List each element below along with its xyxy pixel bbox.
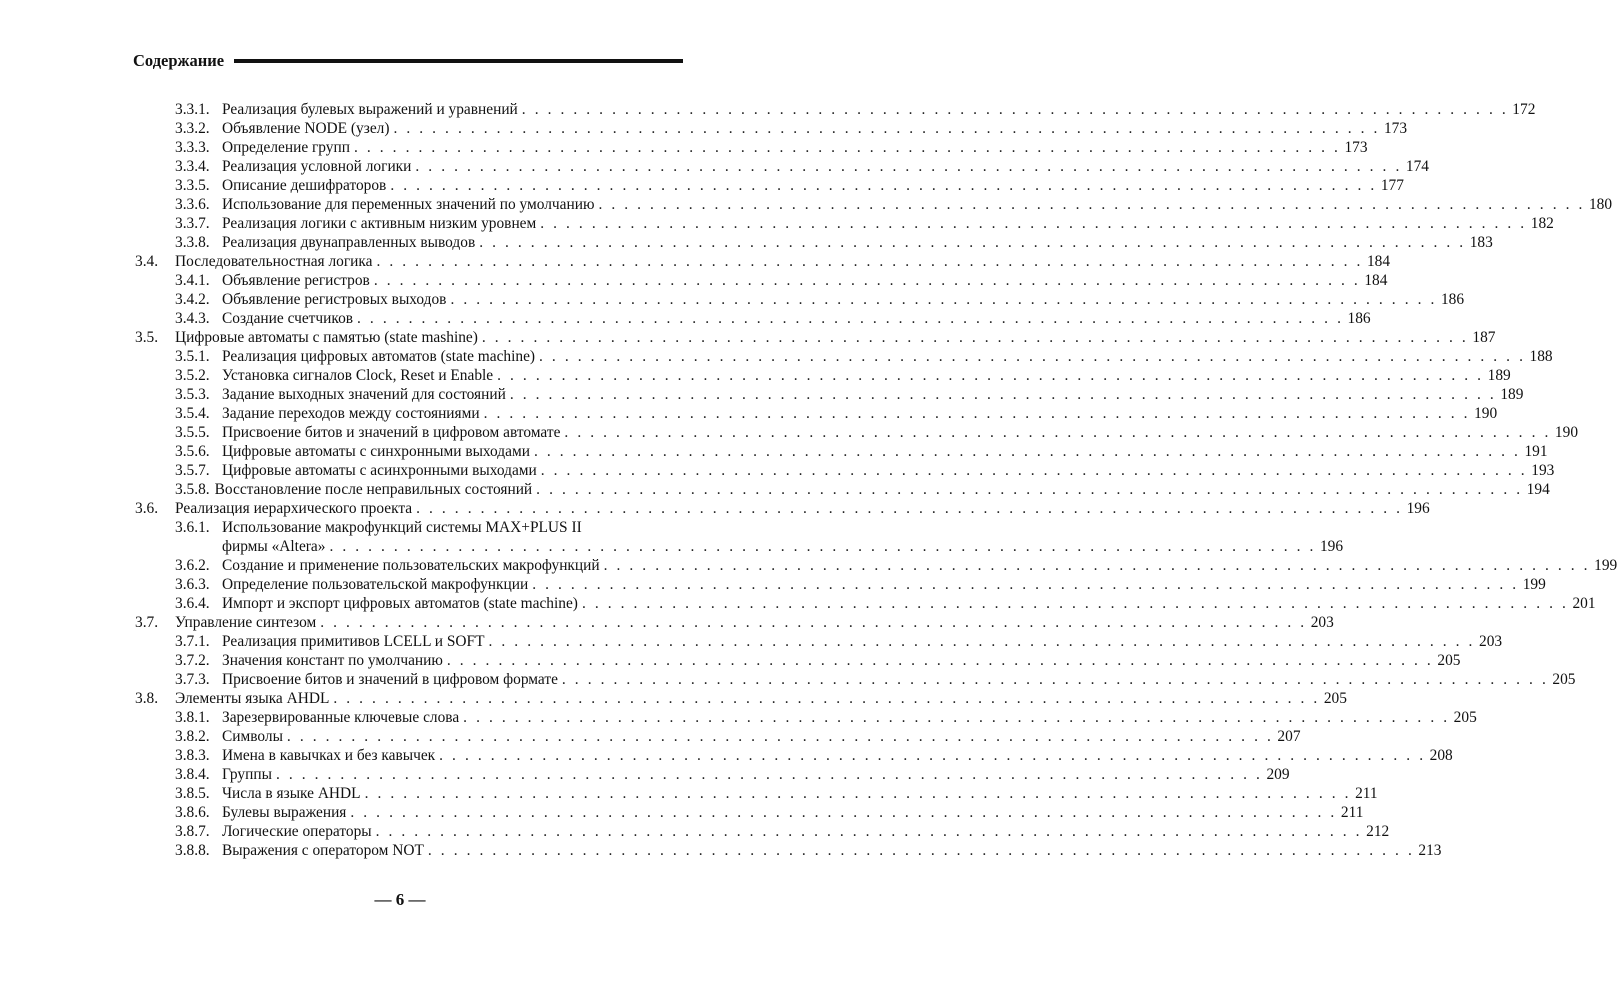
toc-title: Описание дешифраторов [222,177,387,194]
toc-number: 3.3.2. [175,120,210,137]
dot-leader: . . . . . . . . . . . . . . . . . . . . . . . . . . . . . . . . . . . . . . . . . . . . . . . . . . . . . . . . . . . . . . . . . . . . . . . . . . . . . [540,215,1527,232]
dot-leader: . . . . . . . . . . . . . . . . . . . . . . . . . . . . . . . . . . . . . . . . . . . . . . . . . . . . . . . . . . . . . . . . . . . . . . . . . . . . . [320,614,1307,631]
toc-page-number: 173 [1383,120,1408,137]
toc-title: Булевы выражения [222,804,347,821]
toc-entry[interactable] [175,195,1613,214]
toc-entry[interactable] [175,708,1477,727]
toc-entry[interactable] [175,366,1511,385]
toc-entry[interactable] [175,556,1617,575]
toc-page-number: 184 [1364,272,1388,289]
toc-entry[interactable] [175,594,1596,613]
toc-number: 3.3.3. [175,139,210,156]
dot-leader: . . . . . . . . . . . . . . . . . . . . . . . . . . . . . . . . . . . . . . . . . . . . . . . . . . . . . . . . . . . . . . . . . . . . . . . . . . . . . [479,234,1466,251]
toc-title: Логические операторы [222,823,372,840]
toc-entry-continuation[interactable] [222,537,1344,556]
dot-leader: . . . . . . . . . . . . . . . . . . . . . . . . . . . . . . . . . . . . . . . . . . . . . . . . . . . . . . . . . . . . . . . . . . . . . . . . . . . . . [483,405,1471,422]
toc-title: Присвоение битов и значений в цифровом формате [222,671,558,688]
toc-number: 3.8. [135,690,159,707]
toc-section[interactable] [135,328,1496,347]
toc-entry[interactable] [175,138,1368,157]
toc-number: 3.8.3. [175,747,210,764]
toc-page-number: 207 [1277,728,1301,745]
dot-leader: . . . . . . . . . . . . . . . . . . . . . . . . . . . . . . . . . . . . . . . . . . . . . . . . . . . . . . . . . . . . . . . . . . . . . . . . . . . . . [390,177,1377,194]
toc-page-number: 205 [1437,652,1461,669]
dot-leader: . . . . . . . . . . . . . . . . . . . . . . . . . . . . . . . . . . . . . . . . . . . . . . . . . . . . . . . . . . . . . . . . . . . . . . . . . . . . . [561,671,1549,688]
toc-page-number: 212 [1366,823,1390,840]
toc-entry[interactable] [175,442,1548,461]
dot-leader: . . . . . . . . . . . . . . . . . . . . . . . . . . . . . . . . . . . . . . . . . . . . . . . . . . . . . . . . . . . . . . . . . . . . . . . . . . . . . [532,576,1519,593]
dot-leader: . . . . . . . . . . . . . . . . . . . . . . . . . . . . . . . . . . . . . . . . . . . . . . . . . . . . . . . . . . . . . . . . . . . . . . . . . . . . . [497,367,1484,384]
dot-leader: . . . . . . . . . . . . . . . . . . . . . . . . . . . . . . . . . . . . . . . . . . . . . . . . . . . . . . . . . . . . . . . . . . . . . . . . . . . . . [364,785,1352,802]
toc-title: Символы [222,728,283,745]
toc-title: Объявление регистров [222,272,370,289]
dot-leader: . . . . . . . . . . . . . . . . . . . . . . . . . . . . . . . . . . . . . . . . . . . . . . . . . . . . . . . . . . . . . . . . . . . . . . . . . . . . . [286,728,1274,745]
toc-page-number: 201 [1572,595,1596,612]
dot-leader: . . . . . . . . . . . . . . . . . . . . . . . . . . . . . . . . . . . . . . . . . . . . . . . . . . . . . . . . . . . . . . . . . . . . . . . . . . . . . [536,481,1523,498]
toc-number: 3.8.4. [175,766,210,783]
toc-title: Реализация примитивов LCELL и SOFT [222,633,485,650]
header-rule [234,59,683,63]
toc-page-number: 186 [1440,291,1465,308]
toc-page-number: 205 [1453,709,1477,726]
toc-page-number: 182 [1530,215,1554,232]
toc-page-number: 196 [1319,538,1344,555]
toc-entry[interactable] [175,480,1550,499]
toc-number: 3.5.4. [175,405,210,422]
toc-page-number: 203 [1479,633,1503,650]
toc-title: Зарезервированные ключевые слова [222,709,460,726]
toc-entry[interactable] [175,746,1453,765]
toc-page-number: 205 [1323,690,1347,707]
toc-entry[interactable] [175,176,1404,195]
toc-page-number: 194 [1526,481,1550,498]
toc-entry[interactable] [175,423,1579,442]
toc-number: 3.4.1. [175,272,210,289]
dot-leader: . . . . . . . . . . . . . . . . . . . . . . . . . . . . . . . . . . . . . . . . . . . . . . . . . . . . . . . . . . . . . . . . . . . . . . . . . . . . . [333,690,1320,707]
toc-number: 3.6.2. [175,557,210,574]
toc-title: Использование для переменных значений по умолчанию [222,196,595,213]
toc-title: Задание выходных значений для состояний [222,386,506,403]
dot-leader: . . . . . . . . . . . . . . . . . . . . . . . . . . . . . . . . . . . . . . . . . . . . . . . . . . . . . . . . . . . . . . . . . . . . . . . . . . . . . [350,804,1337,821]
toc-title: Реализация цифровых автоматов (state machine) [222,348,536,365]
toc-number: 3.5.2. [175,367,210,384]
toc-number: 3.8.7. [175,823,210,840]
dot-leader: . . . . . . . . . . . . . . . . . . . . . . . . . . . . . . . . . . . . . . . . . . . . . . . . . . . . . . . . . . . . . . . . . . . . . . . . . . . . . [427,842,1415,859]
toc-entry[interactable] [175,404,1498,423]
toc-title: Определение пользовательской макрофункции [222,576,529,593]
toc-number: 3.8.8. [175,842,210,859]
dot-leader: . . . . . . . . . . . . . . . . . . . . . . . . . . . . . . . . . . . . . . . . . . . . . . . . . . . . . . . . . . . . . . . . . . . . . . . . . . . . . [373,272,1361,289]
dot-leader: . . . . . . . . . . . . . . . . . . . . . . . . . . . . . . . . . . . . . . . . . . . . . . . . . . . . . . . . . . . . . . . . . . . . . . . . . . . . . [540,462,1528,479]
toc-number: 3.5.8. [175,481,210,498]
toc-entry[interactable] [175,385,1524,404]
toc-title: Группы [222,766,272,783]
dot-leader: . . . . . . . . . . . . . . . . . . . . . . . . . . . . . . . . . . . . . . . . . . . . . . . . . . . . . . . . . . . . . . . . . . . . . . . . . . . . . [463,709,1450,726]
toc-number: 3.7.2. [175,652,210,669]
toc-number: 3.3.6. [175,196,210,213]
toc-title: Управление синтезом [175,614,317,631]
toc-entry[interactable] [175,461,1555,480]
dot-leader: . . . . . . . . . . . . . . . . . . . . . . . . . . . . . . . . . . . . . . . . . . . . . . . . . . . . . . . . . . . . . . . . . . . . . . . . . . . . . [393,120,1380,137]
toc-entry[interactable] [175,575,1546,594]
toc-entry[interactable] [175,214,1554,233]
toc-section[interactable] [135,499,1430,518]
toc-section[interactable] [135,252,1391,271]
toc-page-number: 184 [1366,253,1391,270]
toc-title: Цифровые автоматы с синхронными выходами [222,443,530,460]
toc-entry[interactable] [175,670,1576,689]
toc-title: Реализация иерархического проекта [175,500,413,517]
toc-page-number: 174 [1405,158,1429,175]
toc-page-number: 199 [1594,557,1617,574]
dot-leader: . . . . . . . . . . . . . . . . . . . . . . . . . . . . . . . . . . . . . . . . . . . . . . . . . . . . . . . . . . . . . . . . . . . . . . . . . . . . . [481,329,1469,346]
toc-page-number: 188 [1529,348,1553,365]
toc-entry[interactable] [175,841,1442,860]
dot-leader: . . . . . . . . . . . . . . . . . . . . . . . . . . . . . . . . . . . . . . . . . . . . . . . . . . . . . . . . . . . . . . . . . . . . . . . . . . . . . [564,424,1551,441]
toc-entry[interactable] [175,290,1465,309]
toc-entry[interactable] [175,119,1408,138]
dot-leader: . . . . . . . . . . . . . . . . . . . . . . . . . . . . . . . . . . . . . . . . . . . . . . . . . . . . . . . . . . . . . . . . . . . . . . . . . . . . . [376,253,1363,270]
toc-number: 3.8.6. [175,804,210,821]
toc-page-number: 190 [1554,424,1579,441]
toc-page-number: 191 [1524,443,1548,460]
dot-leader: . . . . . . . . . . . . . . . . . . . . . . . . . . . . . . . . . . . . . . . . . . . . . . . . . . . . . . . . . . . . . . . . . . . . . . . . . . . . . [603,557,1591,574]
toc-number: 3.7. [135,614,159,631]
toc-entry[interactable] [175,803,1364,822]
page-number: — 6 — [374,890,426,909]
toc-number: 3.7.3. [175,671,210,688]
toc-number: 3.4.3. [175,310,210,327]
dot-leader: . . . . . . . . . . . . . . . . . . . . . . . . . . . . . . . . . . . . . . . . . . . . . . . . . . . . . . . . . . . . . . . . . . . . . . . . . . . . . [375,823,1363,840]
toc-title: Создание счетчиков [222,310,354,327]
toc-page-number: 177 [1380,177,1404,194]
toc-entry[interactable] [175,822,1390,841]
toc-title: Последовательностная логика [175,253,373,270]
toc-number: 3.5.5. [175,424,210,441]
dot-leader: . . . . . . . . . . . . . . . . . . . . . . . . . . . . . . . . . . . . . . . . . . . . . . . . . . . . . . . . . . . . . . . . . . . . . . . . . . . . . [533,443,1521,460]
toc-entry[interactable] [175,100,1536,119]
header-title: Содержание [133,51,225,70]
toc-title: Реализация двунаправленных выводов [222,234,476,251]
toc-page-number: 172 [1512,101,1536,118]
toc-entry[interactable] [175,765,1290,784]
toc-entry[interactable] [175,233,1493,252]
toc-page-number: 196 [1406,500,1430,517]
toc-number: 3.5.6. [175,443,210,460]
toc-page-number: 209 [1266,766,1290,783]
toc-section[interactable] [135,613,1334,632]
toc-title: Объявление NODE (узел) [222,120,390,137]
toc-number: 3.6.3. [175,576,210,593]
toc-page-number: 189 [1487,367,1511,384]
toc-page-number: 213 [1418,842,1442,859]
toc-entry[interactable] [175,309,1371,328]
toc-title: фирмы «Altera» [222,538,326,555]
toc-page-number: 187 [1472,329,1496,346]
dot-leader: . . . . . . . . . . . . . . . . . . . . . . . . . . . . . . . . . . . . . . . . . . . . . . . . . . . . . . . . . . . . . . . . . . . . . . . . . . . . . [275,766,1263,783]
toc-entry[interactable] [175,727,1301,746]
dot-leader: . . . . . . . . . . . . . . . . . . . . . . . . . . . . . . . . . . . . . . . . . . . . . . . . . . . . . . . . . . . . . . . . . . . . . . . . . . . . . [598,196,1585,213]
toc-entry[interactable] [175,347,1553,366]
toc-page-number: 173 [1344,139,1368,156]
toc-entry[interactable] [175,518,680,537]
dot-leader: . . . . . . . . . . . . . . . . . . . . . . . . . . . . . . . . . . . . . . . . . . . . . . . . . . . . . . . . . . . . . . . . . . . . . . . . . . . . . [509,386,1497,403]
toc-number: 3.8.1. [175,709,210,726]
toc-page-number: 193 [1531,462,1555,479]
dot-leader: . . . . . . . . . . . . . . . . . . . . . . . . . . . . . . . . . . . . . . . . . . . . . . . . . . . . . . . . . . . . . . . . . . . . . . . . . . . . . [357,310,1344,327]
toc-entry[interactable] [175,651,1461,670]
toc-number: 3.5.3. [175,386,210,403]
toc-entry[interactable] [175,271,1388,290]
toc-title: Использование макрофункций системы MAX+PLUS II [222,519,582,536]
toc-number: 3.8.2. [175,728,210,745]
toc-title: Реализация булевых выражений и уравнений [222,101,518,118]
toc-title: Установка сигналов Clock, Reset и Enable [222,367,494,384]
toc-number: 3.3.8. [175,234,210,251]
toc-number: 3.7.1. [175,633,210,650]
toc-page-number: 180 [1588,196,1613,213]
toc-number: 3.6. [135,500,159,517]
toc-title: Значения констант по умолчанию [222,652,443,669]
dot-leader: . . . . . . . . . . . . . . . . . . . . . . . . . . . . . . . . . . . . . . . . . . . . . . . . . . . . . . . . . . . . . . . . . . . . . . . . . . . . . [450,291,1437,308]
toc-number: 3.5.1. [175,348,210,365]
toc-number: 3.6.1. [175,519,210,536]
toc-page-number: 203 [1310,614,1334,631]
toc-number: 3.4. [135,253,159,270]
dot-leader: . . . . . . . . . . . . . . . . . . . . . . . . . . . . . . . . . . . . . . . . . . . . . . . . . . . . . . . . . . . . . . . . . . . . . . . . . . . . . [329,538,1316,555]
toc-section[interactable] [135,689,1347,708]
toc-entry[interactable] [175,632,1503,651]
toc-number: 3.8.5. [175,785,210,802]
dot-leader: . . . . . . . . . . . . . . . . . . . . . . . . . . . . . . . . . . . . . . . . . . . . . . . . . . . . . . . . . . . . . . . . . . . . . . . . . . . . . [488,633,1476,650]
page-header [133,50,683,72]
dot-leader: . . . . . . . . . . . . . . . . . . . . . . . . . . . . . . . . . . . . . . . . . . . . . . . . . . . . . . . . . . . . . . . . . . . . . . . . . . . . . [446,652,1434,669]
toc-title: Присвоение битов и значений в цифровом автомате [222,424,561,441]
dot-leader: . . . . . . . . . . . . . . . . . . . . . . . . . . . . . . . . . . . . . . . . . . . . . . . . . . . . . . . . . . . . . . . . . . . . . . . . . . . . . [416,500,1403,517]
toc-page-number: 205 [1552,671,1576,688]
toc-title: Определение групп [222,139,350,156]
toc-number: 3.5. [135,329,159,346]
toc-title: Реализация условной логики [222,158,412,175]
toc-title: Имена в кавычках и без кавычек [222,747,436,764]
dot-leader: . . . . . . . . . . . . . . . . . . . . . . . . . . . . . . . . . . . . . . . . . . . . . . . . . . . . . . . . . . . . . . . . . . . . . . . . . . . . . [521,101,1509,118]
dot-leader: . . . . . . . . . . . . . . . . . . . . . . . . . . . . . . . . . . . . . . . . . . . . . . . . . . . . . . . . . . . . . . . . . . . . . . . . . . . . . [439,747,1426,764]
toc-number: 3.5.7. [175,462,210,479]
toc-number: 3.3.4. [175,158,210,175]
toc-title: Цифровые автоматы с асинхронными выходами [222,462,537,479]
toc-page-number: 190 [1474,405,1498,422]
toc-title: Цифровые автоматы с памятью (state mashine) [175,329,478,346]
toc-title: Элементы языка AHDL [175,690,330,707]
toc-title: Восстановление после неправильных состояний [214,481,533,498]
toc-number: 3.6.4. [175,595,210,612]
toc-page-number: 183 [1469,234,1493,251]
toc-entry[interactable] [175,784,1378,803]
toc-title: Выражения с оператором NOT [222,842,424,859]
toc-page-number: 211 [1340,804,1364,821]
toc-page-number: 199 [1522,576,1546,593]
dot-leader: . . . . . . . . . . . . . . . . . . . . . . . . . . . . . . . . . . . . . . . . . . . . . . . . . . . . . . . . . . . . . . . . . . . . . . . . . . . . . [539,348,1526,365]
toc-number: 3.4.2. [175,291,210,308]
dot-leader: . . . . . . . . . . . . . . . . . . . . . . . . . . . . . . . . . . . . . . . . . . . . . . . . . . . . . . . . . . . . . . . . . . . . . . . . . . . . . [353,139,1341,156]
toc-number: 3.3.5. [175,177,210,194]
toc-page-number: 186 [1347,310,1371,327]
toc-title: Задание переходов между состояниями [222,405,480,422]
toc-page-number: 189 [1500,386,1524,403]
toc-number: 3.3.1. [175,101,210,118]
toc-title: Импорт и экспорт цифровых автоматов (state machine) [222,595,578,612]
toc-title: Числа в языке AHDL [222,785,361,802]
toc-page-number: 208 [1429,747,1453,764]
toc-title: Создание и применение пользовательских макрофункций [222,557,600,574]
toc-page-number: 211 [1355,785,1378,802]
toc-entry[interactable] [175,157,1429,176]
toc-title: Объявление регистровых выходов [222,291,447,308]
toc-number: 3.3.7. [175,215,210,232]
dot-leader: . . . . . . . . . . . . . . . . . . . . . . . . . . . . . . . . . . . . . . . . . . . . . . . . . . . . . . . . . . . . . . . . . . . . . . . . . . . . . [415,158,1402,175]
toc-title: Реализация логики с активным низким уровнем [222,215,537,232]
dot-leader: . . . . . . . . . . . . . . . . . . . . . . . . . . . . . . . . . . . . . . . . . . . . . . . . . . . . . . . . . . . . . . . . . . . . . . . . . . . . . [581,595,1569,612]
